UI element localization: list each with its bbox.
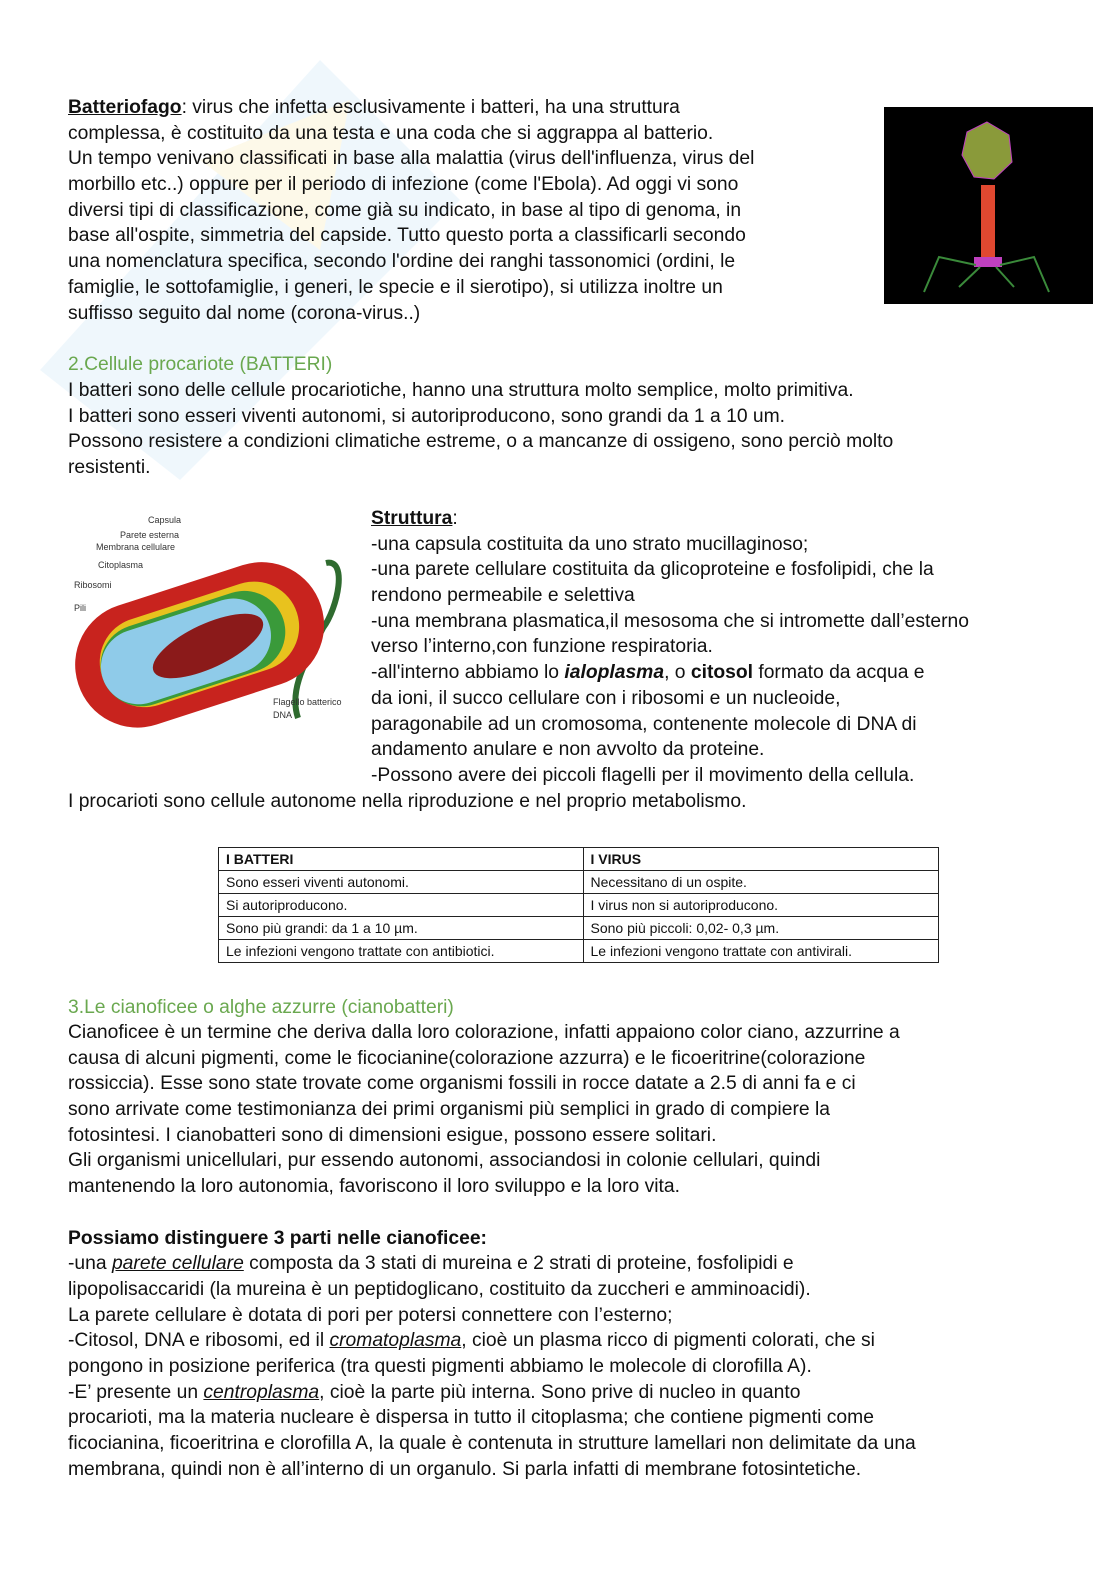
section3-heading: 3.Le cianoficee o alghe azzurre (cianobatteri) <box>68 997 454 1018</box>
text-line <box>68 1200 916 1226</box>
text-segment: : <box>452 508 458 529</box>
text-line: mantenendo la loro autonomia, favoriscono il loro sviluppo e la loro vita. <box>68 1176 680 1198</box>
text-line: rossiccia). Esse sono state trovate come organismi fossili in rocce datate a 2.5 di anni fa e ci <box>68 1073 856 1095</box>
text-line: La parete cellulare è dotata di pori per potersi connettere con l’esterno; <box>68 1304 673 1326</box>
bacterium-diagram <box>68 508 358 743</box>
diagram-label-dna: DNA <box>273 710 293 720</box>
diagram-label-parete: Parete esterna <box>120 530 180 540</box>
text-segment: , cioè la parte più interna. Sono prive di nucleo in quanto <box>319 1381 801 1403</box>
text-line: sono arrivate come testimonianza dei primi organismi più semplici in grado di compiere la <box>68 1099 830 1121</box>
text-segment: : virus che infetta esclusivamente i batteri, ha una struttura <box>181 97 680 118</box>
table-cell: I virus non si autoriproducono. <box>583 894 939 917</box>
text-line: resistenti. <box>68 457 151 479</box>
text-segment: Struttura <box>371 508 453 529</box>
text-line: -Possono avere dei piccoli flagelli per il movimento della cellula. <box>371 764 915 786</box>
text-line: Possono resistere a condizioni climatiche estreme, o a mancanze di ossigeno, sono perciò molto <box>68 431 894 453</box>
text-segment: cromatoplasma <box>329 1330 462 1352</box>
text-segment: -una <box>68 1253 112 1275</box>
text-line: -una parete cellulare costituita da glicoproteine e fosfolipidi, che la <box>371 559 934 581</box>
text-segment: formato da acqua e <box>753 662 925 684</box>
text-segment: Possiamo distinguere 3 parti nelle cianoficee: <box>68 1227 487 1249</box>
section2-heading: 2.Cellule procariote (BATTERI) <box>68 354 333 375</box>
text-line: famiglie, le sottofamiglie, i generi, le specie e il sierotipo), si utilizza inoltre un <box>68 276 723 298</box>
text-line: paragonabile ad un cromosoma, contenente molecole di DNA di <box>371 713 917 735</box>
text-line: da ioni, il succo cellulare con i ribosomi e un nucleoide, <box>371 687 841 709</box>
table-header: I BATTERI <box>219 848 584 871</box>
table-row <box>219 917 939 940</box>
section2-closing: I procarioti sono cellule autonome nella riproduzione e nel proprio metabolismo. <box>68 791 747 812</box>
text-line: -una capsula costituita da uno strato mucillaginoso; <box>371 533 809 555</box>
text-line: causa di alcuni pigmenti, come le ficocianine(colorazione azzurra) e le ficoeritrine(colorazione <box>68 1047 866 1069</box>
structure-list <box>371 506 969 789</box>
table-cell: Sono più piccoli: 0,02- 0,3 µm. <box>583 917 939 940</box>
table-cell: Le infezioni vengono trattate con antibiotici. <box>219 940 584 963</box>
table-row <box>219 871 939 894</box>
text-segment: , cioè un plasma ricco di pigmenti colorati, che si <box>461 1330 875 1352</box>
diagram-label-flagello: Flagello batterico <box>273 697 342 707</box>
section3-paragraph <box>68 1020 916 1482</box>
diagram-label-pili: Pili <box>74 603 87 613</box>
text-line: verso l’interno,con funzione respiratoria. <box>371 636 713 658</box>
text-line: rendono permeabile e selettiva <box>371 585 635 607</box>
text-segment: centroplasma <box>203 1381 320 1403</box>
intro-paragraph <box>68 95 754 326</box>
table-cell: Sono esseri viventi autonomi. <box>219 871 584 894</box>
text-line: andamento anulare e non avvolto da proteine. <box>371 739 765 761</box>
text-line: -una membrana plasmatica,il mesosoma che si intromette dall’esterno <box>371 610 969 632</box>
bacteria-vs-virus-table <box>218 847 939 963</box>
table-header: I VIRUS <box>583 848 939 871</box>
diagram-label-ribosomi: Ribosomi <box>74 580 112 590</box>
text-line: Cianoficee è un termine che deriva dalla loro colorazione, infatti appaiono color ciano, azzurrine a <box>68 1022 900 1043</box>
text-segment: -E’ presente un <box>68 1381 204 1403</box>
text-line <box>68 1251 916 1277</box>
table-row <box>219 940 939 963</box>
text-segment: parete cellulare <box>111 1253 244 1275</box>
section2-paragraph <box>68 378 893 481</box>
text-line: I batteri sono delle cellule procariotiche, hanno una struttura molto semplice, molto primitiva. <box>68 380 854 401</box>
text-line: complessa, è costituito da una testa e una coda che si aggrappa al batterio. <box>68 122 714 144</box>
text-line: Gli organismi unicellulari, pur essendo autonomi, associandosi in colonie cellulari, quindi <box>68 1150 821 1172</box>
text-line: Un tempo venivano classificati in base alla malattia (virus dell'influenza, virus del <box>68 148 755 170</box>
text-line: ficocianina, ficoeritrina e clorofilla A, la quale è contenuta in strutture lamellari non delimitate da una <box>68 1433 916 1454</box>
text-line <box>371 660 969 686</box>
table-header-row <box>219 848 939 871</box>
text-segment: -Citosol, DNA e ribosomi, ed il <box>68 1330 330 1352</box>
text-segment: composta da 3 stati di mureina e 2 strati di proteine, fosfolipidi e <box>243 1253 794 1275</box>
text-line: base all'ospite, simmetria del capside. Tutto questo porta a classificarli secondo <box>68 225 746 247</box>
text-line <box>68 1380 916 1406</box>
text-line: I batteri sono esseri viventi autonomi, si autoriproducono, sono grandi da 1 a 10 um. <box>68 405 786 427</box>
text-line: morbillo etc..) oppure per il periodo di infezione (come l'Ebola). Ad oggi vi sono <box>68 174 739 196</box>
text-line: lipopolisaccaridi (la mureina è un peptidoglicano, costituito da zuccheri e amminoacidi). <box>68 1278 811 1300</box>
table-cell: Necessitano di un ospite. <box>583 871 939 894</box>
table-row <box>219 894 939 917</box>
diagram-label-citoplasma: Citoplasma <box>98 560 144 570</box>
table-cell: Sono più grandi: da 1 a 10 µm. <box>219 917 584 940</box>
text-line: pongono in posizione periferica (tra questi pigmenti abbiamo le molecole di clorofilla A). <box>68 1355 812 1377</box>
text-line <box>68 1226 916 1252</box>
bacteriophage-image <box>884 107 1093 304</box>
diagram-label-capsula: Capsula <box>148 515 182 525</box>
text-segment: Batteriofago <box>68 97 182 118</box>
text-segment: , o <box>664 662 691 684</box>
text-line: fotosintesi. I cianobatteri sono di dimensioni esigue, possono essere solitari. <box>68 1124 717 1146</box>
text-line: membrana, quindi non è all’interno di un organulo. Si parla infatti di membrane fotosintetiche. <box>68 1458 862 1480</box>
table-cell: Le infezioni vengono trattate con antivirali. <box>583 940 939 963</box>
text-line: una nomenclatura specifica, secondo l'ordine dei ranghi tassonomici (ordini, le <box>68 251 736 273</box>
text-segment: -all'interno abbiamo lo <box>371 662 565 684</box>
text-line <box>68 95 754 121</box>
diagram-label-membrana: Membrana cellulare <box>96 542 176 552</box>
text-line <box>68 1328 916 1354</box>
text-line: procarioti, ma la materia nucleare è dispersa in tutto il citoplasma; che contiene pigmenti come <box>68 1407 874 1429</box>
text-segment: ialoplasma <box>564 662 665 684</box>
table-cell: Si autoriproducono. <box>219 894 584 917</box>
text-line: suffisso seguito dal nome (corona-virus..) <box>68 302 421 324</box>
text-line <box>371 506 969 532</box>
text-line: diversi tipi di classificazione, come già su indicato, in base al tipo di genoma, in <box>68 199 742 221</box>
text-segment: citosol <box>690 662 753 684</box>
